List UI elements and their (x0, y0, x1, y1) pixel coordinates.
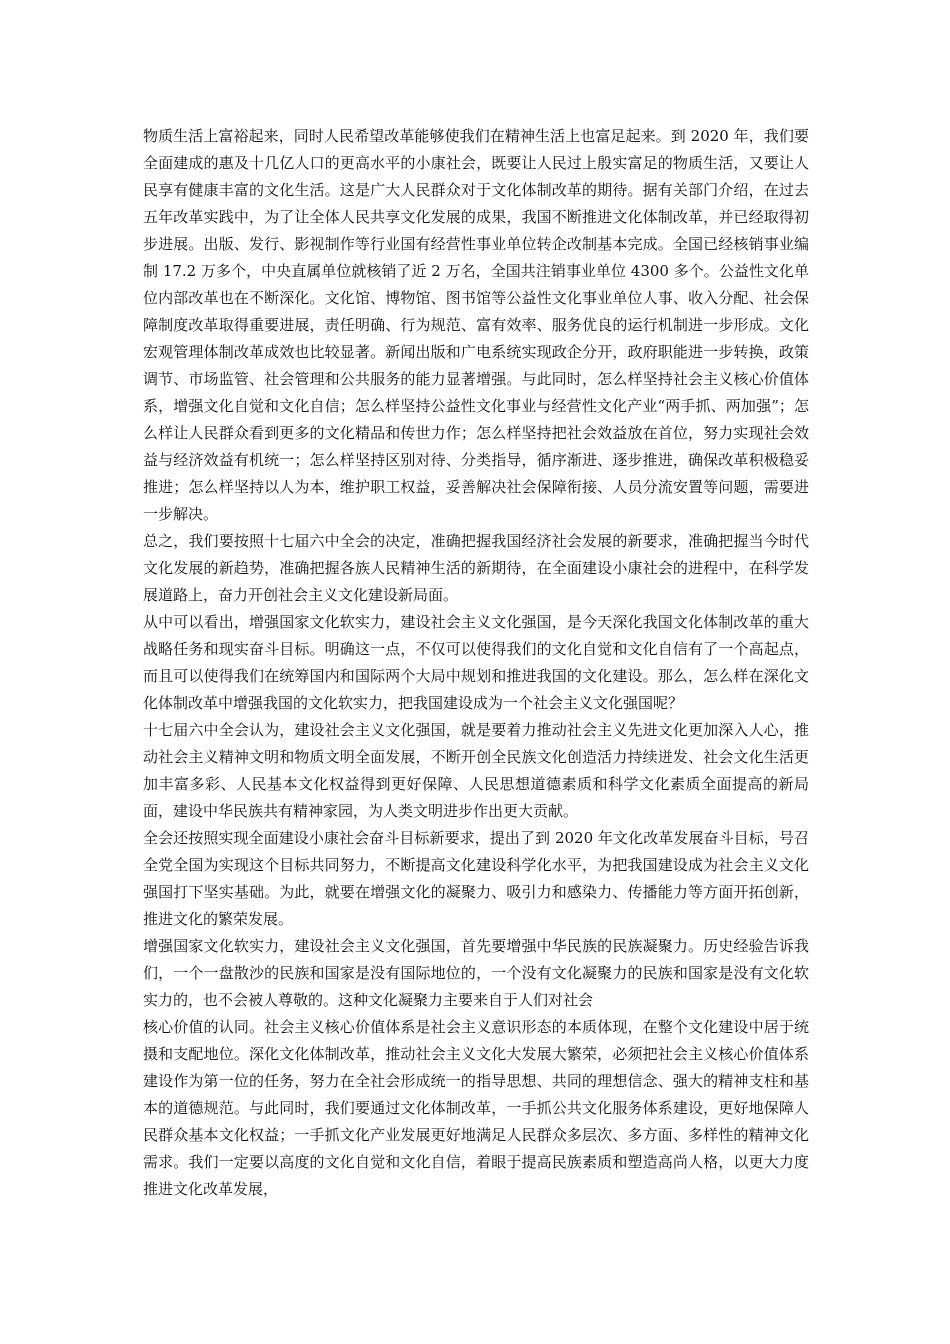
document-body (143, 123, 809, 1203)
paragraph: 增强国家文化软实力，建设社会主义文化强国，首先要增强中华民族的民族凝聚力。历史经验告诉我们，一个一盘散沙的民族和国家是没有国际地位的，一个没有文化凝聚力的民族和国家是没有文化软实力的，也不会被人尊敬的。这种文化凝聚力主要来自于人们对社会 (143, 937, 809, 1009)
paragraph: 从中可以看出，增强国家文化软实力，建设社会主义文化强国，是今天深化我国文化体制改革的重大战略任务和现实奋斗目标。明确这一点，不仅可以使得我们的文化自觉和文化自信有了一个高起点，而且可以使得我们在统筹国内和国际两个大局中规划和推进我国的文化建设。那么，怎么样在深化文化体制改革中增强我国的文化软实力，把我国建设成为一个社会主义文化强国呢？ (143, 613, 809, 712)
paragraph: 物质生活上富裕起来，同时人民希望改革能够使我们在精神生活上也富足起来。到 2020 年，我们要全面建成的惠及十几亿人口的更高水平的小康社会，既要让人民过上殷实富足的物质生活，又要让人民享有健康丰富的文化生活。这是广大人民群众对于文化体制改革的期待。据有关部门介绍，在过去五年改革实践中，为了让全体人民共享文化发展的成果，我国不断推进文化体制改革，并已经取得初步进展。出版、发行、影视制作等行业国有经营性事业单位转企改制基本完成。全国已经核销事业编制 17.2 万多个，中央直属单位就核销了近 2 万名，全国共注销事业单位 4300 多个。公益性文化单位内部改革也在不断深化。文化馆、博物馆、图书馆等公益性文化事业单位人事、收入分配、社会保障制度改革取得重要进展，责任明确、行为规范、富有效率、服务优良的运行机制进一步形成。文化宏观管理体制改革成效也比较显著。新闻出版和广电系统实现政企分开，政府职能进一步转换，政策调节、市场监管、社会管理和公共服务的能力显著增强。与此同时，怎么样坚持社会主义核心价值体系，增强文化自觉和文化自信；怎么样坚持公益性文化事业与经营性文化产业“两手抓、两加强”；怎么样让人民群众看到更多的文化精品和传世力作；怎么样坚持把社会效益放在首位，努力实现社会效益与经济效益有机统一；怎么样坚持区别对待、分类指导，循序渐进、逐步推进，确保改革积极稳妥推进；怎么样坚持以人为本，维护职工权益，妥善解决社会保障衔接、人员分流安置等问题，需要进一步解决。 (143, 127, 809, 523)
paragraph: 全会还按照实现全面建设小康社会奋斗目标新要求，提出了到 2020 年文化改革发展奋斗目标，号召全党全国为实现这个目标共同努力，不断提高文化建设科学化水平，为把我国建设成为社会主义文化强国打下坚实基础。为此，就要在增强文化的凝聚力、吸引力和感染力、传播能力等方面开拓创新，推进文化的繁荣发展。 (143, 829, 809, 928)
paragraph: 总之，我们要按照十七届六中全会的决定，准确把握我国经济社会发展的新要求，准确把握当今时代文化发展的新趋势，准确把握各族人民精神生活的新期待，在全面建设小康社会的进程中，在科学发展道路上，奋力开创社会主义文化建设新局面。 (143, 532, 809, 604)
paragraph: 十七届六中全会认为，建设社会主义文化强国，就是要着力推动社会主义先进文化更加深入人心，推动社会主义精神文明和物质文明全面发展，不断开创全民族文化创造活力持续迸发、社会文化生活更加丰富多彩、人民基本文化权益得到更好保障、人民思想道德素质和科学文化素质全面提高的新局面，建设中华民族共有精神家园，为人类文明进步作出更大贡献。 (143, 721, 809, 820)
paragraph: 核心价值的认同。社会主义核心价值体系是社会主义意识形态的本质体现，在整个文化建设中居于统摄和支配地位。深化文化体制改革，推动社会主义文化大发展大繁荣，必须把社会主义核心价值体系建设作为第一位的任务，努力在全社会形成统一的指导思想、共同的理想信念、强大的精神支柱和基本的道德规范。与此同时，我们要通过文化体制改革，一手抓公共文化服务体系建设，更好地保障人民群众基本文化权益；一手抓文化产业发展更好地满足人民群众多层次、多方面、多样性的精神文化需求。我们一定要以高度的文化自觉和文化自信，着眼于提高民族素质和塑造高尚人格，以更大力度推进文化改革发展， (143, 1018, 809, 1198)
